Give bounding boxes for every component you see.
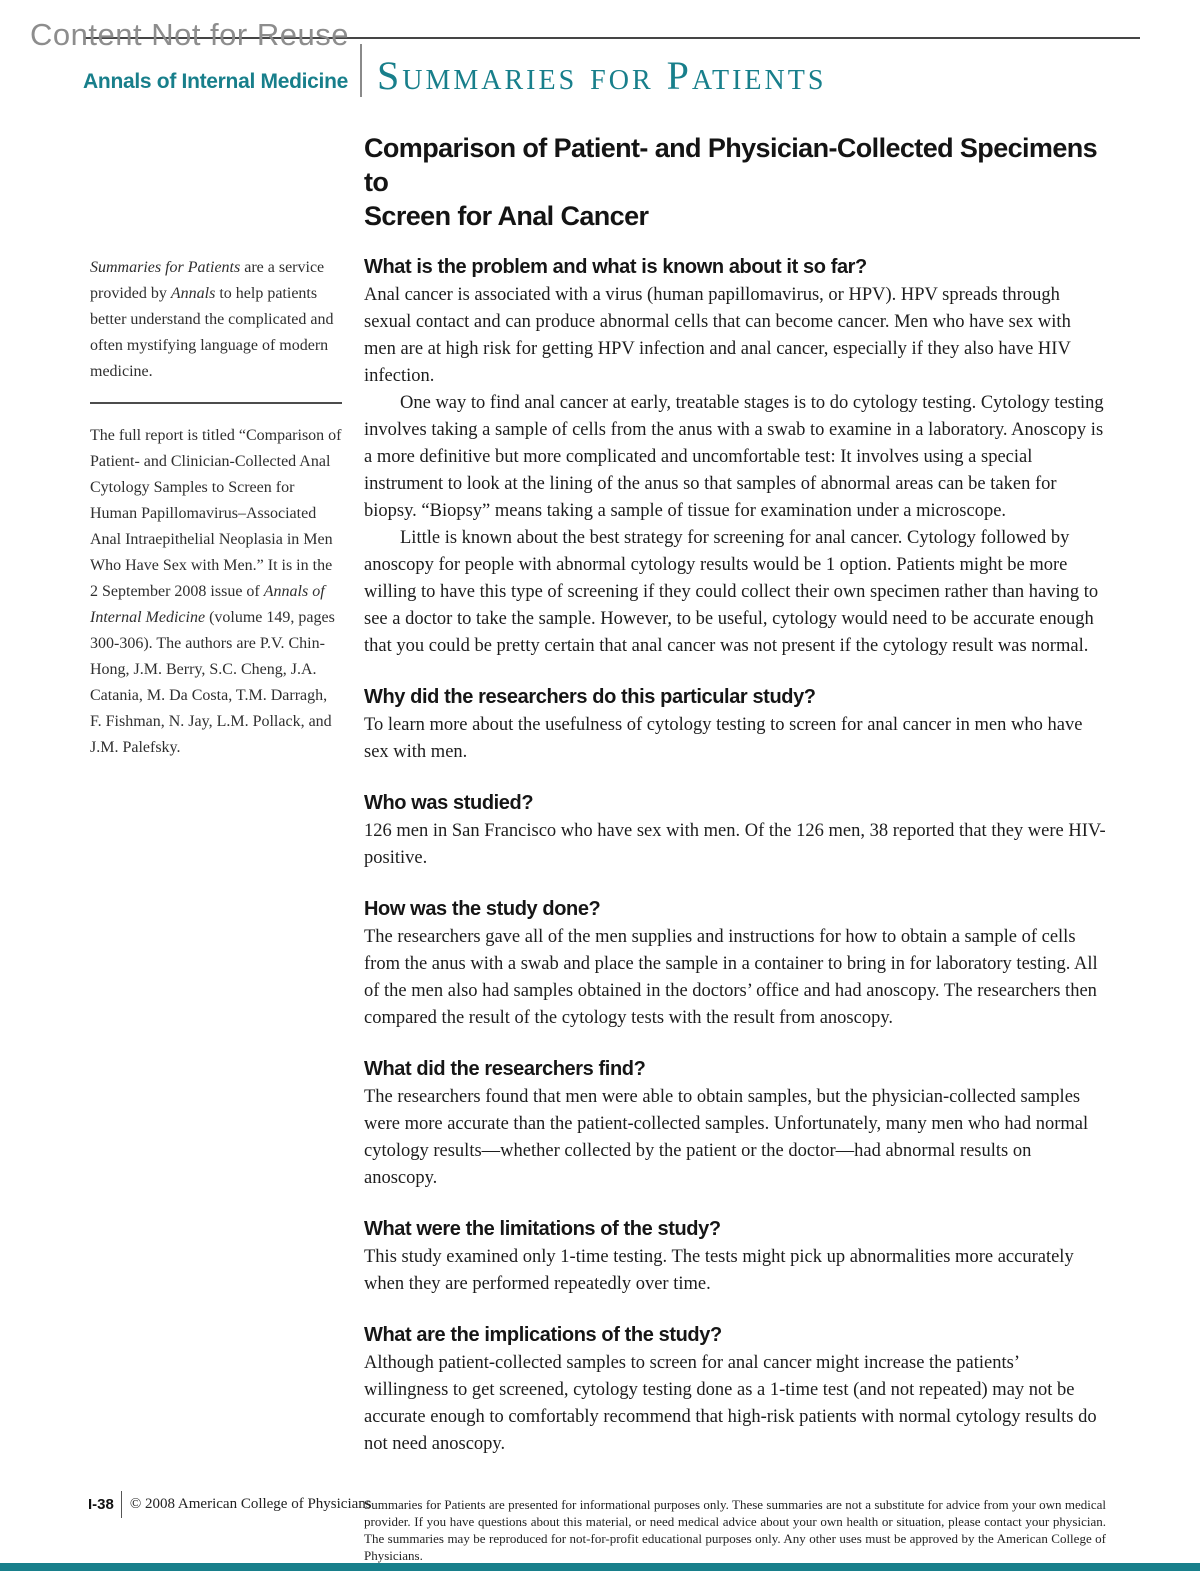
- content-columns: [0, 255, 1200, 1571]
- section-heading: Why did the researchers do this particular study?: [364, 686, 816, 708]
- footer-vertical-divider: [121, 1491, 122, 1518]
- page-header: [0, 0, 1200, 112]
- section-problem: [364, 255, 1106, 660]
- section-how-done: [364, 897, 1106, 1032]
- page-footer: [88, 1491, 372, 1518]
- section-paragraph: 126 men in San Francisco who have sex with men. Of the 126 men, 38 reported that they were HIV-positive.: [364, 821, 1106, 868]
- section-implications: [364, 1323, 1106, 1458]
- copyright-text: © 2008 American College of Physicians: [129, 1496, 372, 1512]
- series-banner: Summaries for Patients: [377, 53, 827, 98]
- section-heading: What are the implications of the study?: [364, 1324, 722, 1346]
- journal-brand: Annals of Internal Medicine: [83, 70, 348, 93]
- sidebar-rule: [90, 402, 342, 404]
- section-heading: Who was studied?: [364, 792, 534, 814]
- section-paragraph: Although patient-collected samples to screen for anal cancer might increase the patients’ willingness to get screened, cytology testing done as a 1-time test (and not repeated) may not be accurate enough to comfortably recommend that high-risk patients with normal cytology results do not need anoscopy.: [364, 1353, 1097, 1454]
- section-paragraph: Anal cancer is associated with a virus (human papillomavirus, or HPV). HPV spreads through sexual contact and can produce abnormal cells that can become cancer. Men who have sex with men are at high risk for getting HPV infection and anal cancer, especially if they also have HIV infection.: [364, 285, 1071, 386]
- header-vertical-divider: [360, 44, 362, 97]
- section-findings: [364, 1057, 1106, 1192]
- article-title-line-2: Screen for Anal Cancer: [364, 201, 649, 231]
- section-who-studied: [364, 791, 1106, 872]
- section-limitations: [364, 1217, 1106, 1298]
- section-heading: How was the study done?: [364, 898, 601, 920]
- section-why-study: [364, 685, 1106, 766]
- bottom-teal-bar: [0, 1563, 1200, 1571]
- section-heading: What were the limitations of the study?: [364, 1218, 721, 1240]
- page-number: I-38: [88, 1496, 114, 1513]
- disclaimer-text: Summaries for Patients are presented for informational purposes only. These summaries are not a substitute for advice from your own medical provider. If you have questions about this material, or need medical advice about your own health or situation, please contact your physician. The summaries may be reproduced for not-for-profit educational purposes only. Any other uses must be approved by the American College of Physicians.: [364, 1497, 1106, 1563]
- section-paragraph: Little is known about the best strategy for screening for anal cancer. Cytology followed by anoscopy for people with abnormal cytology results would be 1 option. Patients might be more willing to have this type of screening if they could collect their own specimen rather than having to see a doctor to take the sample. However, to be useful, cytology would need to be accurate enough that you could be pretty certain that anal cancer was not present if the cytology result was normal.: [364, 528, 1099, 656]
- section-paragraph: One way to find anal cancer at early, treatable stages is to do cytology testing. Cytology testing involves taking a sample of cells from the anus with a swab to examine in a laboratory. Anoscopy is a more definitive but more complicated and uncomfortable test: It involves using a special instrument to look at the lining of the anus so that samples of abnormal areas can be taken for biopsy. “Biopsy” means taking a sample of tissue for examination under a microscope.: [364, 393, 1104, 521]
- section-paragraph: The researchers found that men were able to obtain samples, but the physician-collected samples were more accurate than the patient-collected samples. Unfortunately, many men who had normal cytology results—whether collected by the patient or the doctor—had abnormal results on anoscopy.: [364, 1087, 1089, 1188]
- article-title-line-1: Comparison of Patient- and Physician-Collected Specimens to: [364, 133, 1098, 197]
- main-article-body: [364, 255, 1106, 1571]
- section-paragraph: To learn more about the usefulness of cytology testing to screen for anal cancer in men who have sex with men.: [364, 715, 1083, 762]
- section-paragraph: The researchers gave all of the men supplies and instructions for how to obtain a sample of cells from the anus with a swab and place the sample in a container to bring in for laboratory testing. All of the men also had samples obtained in the doctors’ office and had anoscopy. The researchers then compared the result of the cytology tests with the result from anoscopy.: [364, 927, 1098, 1028]
- section-heading: What did the researchers find?: [364, 1058, 646, 1080]
- sidebar-report-citation: The full report is titled “Comparison of Patient- and Clinician-Collected Anal Cytology Samples to Screen for Human Papillomavirus–Associated Anal Intraepithelial Neoplasia in Men Who Have Sex with Men.” It is in the 2 September 2008 issue of Annals of Internal Medicine (volume 149, pages 300-306). The authors are P.V. Chin-Hong, J.M. Berry, S.C. Cheng, J.A. Catania, M. Da Costa, T.M. Darragh, F. Fishman, N. Jay, L.M. Pollack, and J.M. Palefsky.: [90, 427, 342, 756]
- section-heading: What is the problem and what is known about it so far?: [364, 256, 867, 278]
- section-paragraph: This study examined only 1-time testing. The tests might pick up abnormalities more accurately when they are performed repeatedly over time.: [364, 1247, 1074, 1294]
- sidebar-about-text: Summaries for Patients are a service provided by Annals to help patients better understand the complicated and often mystifying language of modern medicine.: [90, 259, 334, 380]
- content-not-for-reuse-watermark: Content Not for Reuse: [30, 17, 349, 52]
- sidebar: [90, 255, 342, 761]
